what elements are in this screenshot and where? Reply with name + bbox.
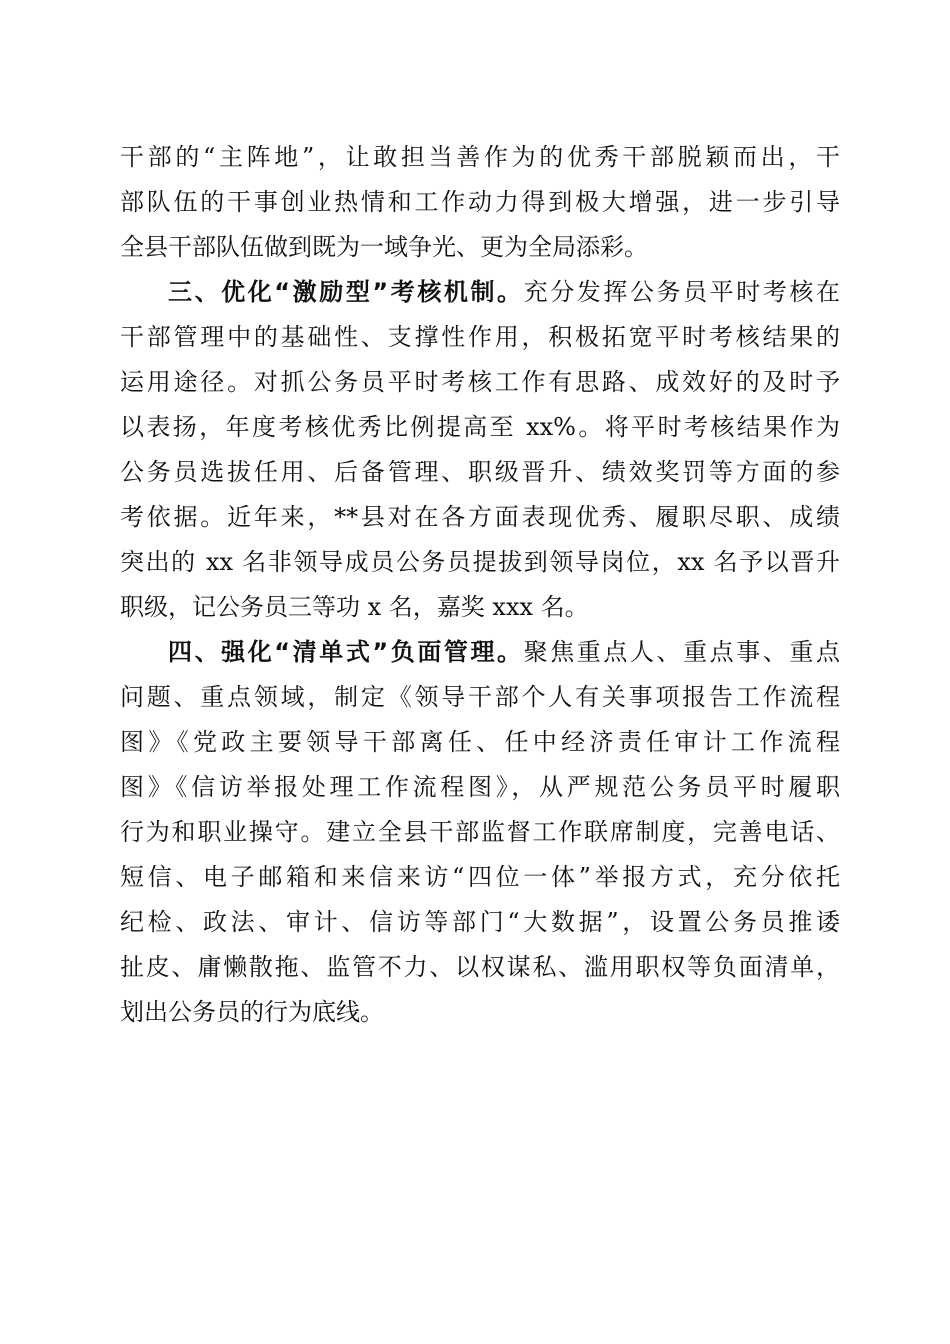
text-line: 干部的“主阵地”，让敢担当善作为的优秀干部脱颖而出，干 <box>120 143 840 171</box>
text-line: 行为和职业操守。建立全县干部监督工作联席制度，完善电话、 <box>120 818 840 846</box>
paragraph-cadre-frontline <box>120 135 840 270</box>
text-line: 干部管理中的基础性、支撑性作用，积极拓宽平时考核结果的 <box>120 323 840 351</box>
section-heading: 三、优化“激励型”考核机制。 <box>168 278 524 306</box>
text-line: 问题、重点领域，制定《领导干部个人有关事项报告工作流程 <box>120 683 840 711</box>
text-line: 扯皮、庸懒散拖、监管不力、以权谋私、滥用职权等负面清单， <box>120 953 840 981</box>
text-line: 全县干部队伍做到既为一域争光、更为全局添彩。 <box>120 233 648 261</box>
paragraph-incentive-assessment <box>120 270 840 630</box>
text-line: 以表扬，年度考核优秀比例提高至 xx%。将平时考核结果作为 <box>120 413 840 441</box>
text-line: 运用途径。对抓公务员平时考核工作有思路、成效好的及时予 <box>120 368 840 396</box>
text-line: 突出的 xx 名非领导成员公务员提拔到领导岗位，xx 名予以晋升 <box>120 548 840 576</box>
text-line: 划出公务员的行为底线。 <box>120 998 384 1026</box>
text-line: 纪检、政法、审计、信访等部门“大数据”，设置公务员推诿 <box>120 908 840 936</box>
heading-followup-text: 聚焦重点人、重点事、重点 <box>523 638 840 666</box>
heading-followup-text: 充分发挥公务员平时考核在 <box>523 278 840 306</box>
text-line: 图》《信访举报处理工作流程图》，从严规范公务员平时履职 <box>120 773 840 801</box>
text-line: 公务员选拔任用、后备管理、职级晋升、绩效奖罚等方面的参 <box>120 458 840 486</box>
text-line: 图》《党政主要领导干部离任、任中经济责任审计工作流程 <box>120 728 840 756</box>
text-line: 职级，记公务员三等功 x 名，嘉奖 xxx 名。 <box>120 593 589 621</box>
document-page <box>120 135 840 1035</box>
text-line <box>120 630 840 675</box>
paragraph-negative-list-management <box>120 630 840 1035</box>
text-line: 部队伍的干事创业热情和工作动力得到极大增强，进一步引导 <box>120 188 840 216</box>
text-line: 短信、电子邮箱和来信来访“四位一体”举报方式，充分依托 <box>120 863 840 891</box>
text-line: 考依据。近年来，**县对在各方面表现优秀、履职尽职、成绩 <box>120 503 840 531</box>
text-line <box>120 270 840 315</box>
section-heading: 四、强化“清单式”负面管理。 <box>168 638 524 666</box>
